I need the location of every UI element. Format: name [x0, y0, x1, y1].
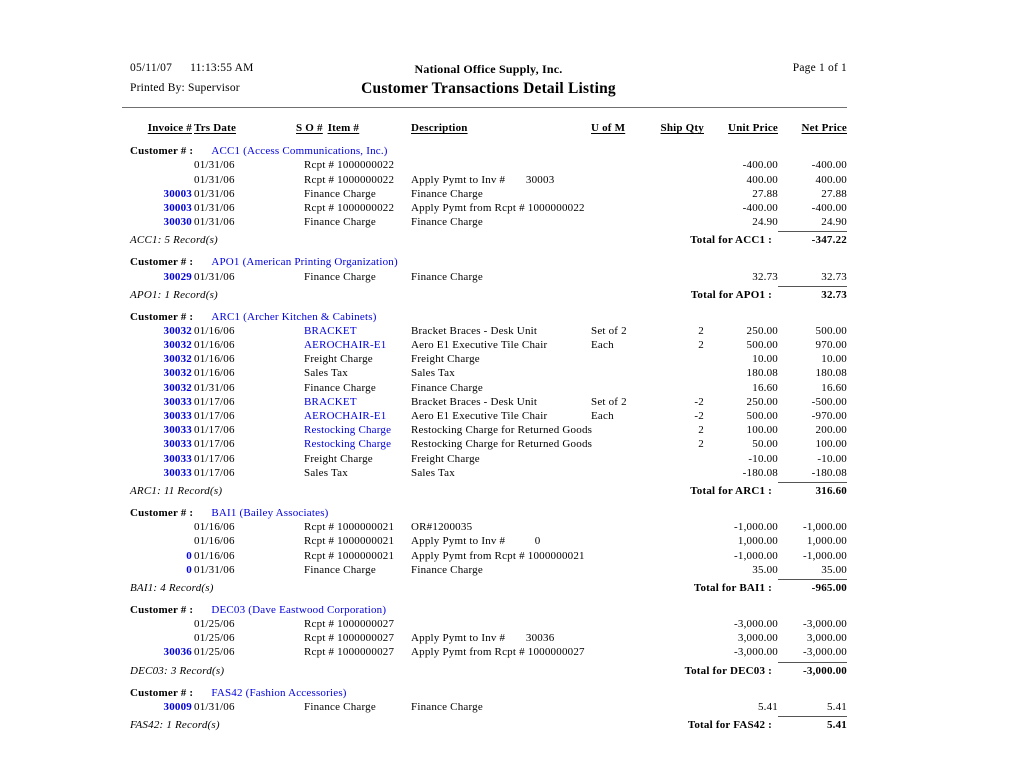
- transaction-rows: [130, 701, 847, 715]
- invoice-number-link[interactable]: 30032: [163, 367, 192, 380]
- col-netprice-header: Net Price: [801, 122, 847, 134]
- col-so-header: S O #: [296, 122, 323, 134]
- group-footer-row: [130, 286, 847, 302]
- transaction-row: [130, 367, 847, 381]
- so-item-cell: Rcpt # 1000000021: [304, 535, 395, 548]
- transaction-row: [130, 564, 847, 578]
- description-cell: Bracket Braces - Desk Unit: [411, 395, 538, 408]
- item-number-link[interactable]: Restocking Charge: [304, 438, 392, 451]
- trs-date-cell: 01/31/06: [194, 173, 235, 186]
- transaction-row: [130, 396, 847, 410]
- so-item-cell: Finance Charge: [304, 270, 376, 283]
- trs-date-cell: 01/17/06: [194, 410, 235, 422]
- net-price-cell: 16.60: [821, 381, 847, 394]
- description-cell: Aero E1 Executive Tile Chair: [411, 339, 548, 352]
- item-number-link[interactable]: BRACKET: [304, 395, 357, 408]
- customer-header-row: [130, 604, 847, 618]
- trs-date-cell: 01/31/06: [194, 187, 235, 200]
- transaction-rows: [130, 618, 847, 661]
- unit-price-cell: -3,000.00: [734, 646, 778, 659]
- trs-date-cell: 01/31/06: [194, 270, 235, 283]
- trs-date-cell: 01/31/06: [194, 563, 235, 576]
- customer-group: [130, 256, 847, 301]
- invoice-number-link[interactable]: 30033: [163, 438, 192, 451]
- description-cell: Aero E1 Executive Tile Chair: [411, 410, 548, 422]
- so-item-cell: Rcpt # 1000000022: [304, 201, 395, 214]
- unit-price-cell: -400.00: [742, 201, 778, 214]
- trs-date-cell: 01/17/06: [194, 466, 235, 479]
- invoice-number-link[interactable]: 30032: [163, 381, 192, 394]
- customer-group: [130, 507, 847, 595]
- customer-group: [130, 604, 847, 678]
- invoice-number-link[interactable]: 30033: [163, 424, 192, 437]
- trs-date-cell: 01/25/06: [194, 618, 235, 631]
- net-price-cell: -970.00: [811, 410, 847, 422]
- so-item-cell: Sales Tax: [304, 466, 348, 479]
- so-item-cell: Finance Charge: [304, 187, 376, 200]
- group-total-value: 316.60: [778, 482, 847, 497]
- transaction-row: [130, 701, 847, 715]
- report-date: 05/11/07: [130, 62, 173, 74]
- ship-qty-cell: -2: [694, 395, 704, 408]
- invoice-number-link[interactable]: 30030: [163, 216, 192, 229]
- transaction-row: [130, 467, 847, 481]
- group-footer-row: [130, 231, 847, 247]
- customer-header-row: [130, 145, 847, 159]
- invoice-number-link[interactable]: 30032: [163, 339, 192, 352]
- invoice-number-link[interactable]: 30033: [163, 395, 192, 408]
- so-item-cell: Finance Charge: [304, 563, 376, 576]
- customer-group: [130, 145, 847, 247]
- net-price-cell: 5.41: [826, 700, 847, 713]
- unit-price-cell: -10.00: [748, 452, 778, 465]
- item-number-link[interactable]: AEROCHAIR-E1: [304, 339, 387, 352]
- description-cell: Finance Charge: [411, 216, 483, 229]
- group-total-value: -347.22: [778, 231, 847, 246]
- description-cell: Finance Charge: [411, 187, 483, 200]
- unit-price-cell: 35.00: [752, 563, 778, 576]
- transaction-row: [130, 618, 847, 632]
- net-price-cell: -500.00: [811, 395, 847, 408]
- description-cell: Restocking Charge for Returned Goods: [411, 424, 593, 437]
- customer-number-label: Customer # :: [130, 256, 194, 269]
- transaction-row: [130, 535, 847, 549]
- uofm-cell: Set of 2: [591, 324, 627, 337]
- invoice-number-link[interactable]: 0: [186, 549, 192, 562]
- customer-header-row: [130, 256, 847, 270]
- transaction-row: [130, 174, 847, 188]
- unit-price-cell: 27.88: [752, 187, 778, 200]
- customer-header-row: [130, 687, 847, 701]
- description-cell: Freight Charge: [411, 452, 480, 465]
- unit-price-cell: 5.41: [757, 700, 778, 713]
- unit-price-cell: 500.00: [746, 410, 778, 422]
- invoice-number-link[interactable]: 30033: [163, 466, 192, 479]
- transaction-row: [130, 410, 847, 424]
- col-invoice-header: Invoice #: [147, 122, 192, 134]
- trs-date-cell: 01/17/06: [194, 452, 235, 465]
- trs-date-cell: 01/25/06: [194, 632, 235, 645]
- unit-price-cell: 24.90: [752, 216, 778, 229]
- transaction-rows: [130, 325, 847, 481]
- net-price-cell: 35.00: [821, 563, 847, 576]
- unit-price-cell: 180.08: [746, 367, 778, 380]
- trs-date-cell: 01/16/06: [194, 549, 235, 562]
- so-item-cell: Rcpt # 1000000021: [304, 521, 395, 534]
- report-body: [130, 145, 847, 732]
- transaction-row: [130, 159, 847, 173]
- net-price-cell: 180.08: [815, 367, 847, 380]
- net-price-cell: 27.88: [821, 187, 847, 200]
- group-total-label: Total for DEC03 :: [684, 664, 772, 677]
- uofm-cell: Set of 2: [591, 395, 627, 408]
- trs-date-cell: 01/31/06: [194, 159, 235, 172]
- col-unitprice-header: Unit Price: [728, 122, 778, 134]
- ship-qty-cell: 2: [698, 438, 704, 451]
- group-total-value: 32.73: [778, 286, 847, 301]
- group-footer-row: [130, 482, 847, 498]
- description-cell: Apply Pymt from Rcpt # 1000000027: [411, 646, 585, 659]
- report-page: [130, 62, 847, 732]
- item-number-link[interactable]: Restocking Charge: [304, 424, 392, 437]
- net-price-cell: 1,000.00: [806, 535, 847, 548]
- net-price-cell: 10.00: [821, 353, 847, 366]
- invoice-number-link[interactable]: 30029: [163, 270, 192, 283]
- record-count: FAS42: 1 Record(s): [130, 719, 220, 731]
- record-count: ARC1: 11 Record(s): [130, 484, 223, 497]
- transaction-row: [130, 550, 847, 564]
- record-count: BAI1: 4 Record(s): [130, 581, 214, 594]
- record-count: DEC03: 3 Record(s): [130, 664, 225, 677]
- transaction-row: [130, 424, 847, 438]
- trs-date-cell: 01/16/06: [194, 367, 235, 380]
- trs-date-cell: 01/31/06: [194, 381, 235, 394]
- transaction-row: [130, 521, 847, 535]
- transaction-rows: [130, 159, 847, 230]
- description-cell: Apply Pymt to Inv # 0: [411, 535, 541, 548]
- item-number-link[interactable]: BRACKET: [304, 324, 357, 337]
- ship-qty-cell: -2: [694, 410, 704, 422]
- printed-by: Printed By: Supervisor: [130, 82, 240, 94]
- group-total-label: Total for FAS42 :: [687, 719, 772, 731]
- customer-number-label: Customer # :: [130, 603, 194, 616]
- trs-date-cell: 01/16/06: [194, 324, 235, 337]
- customer-number-label: Customer # :: [130, 506, 194, 519]
- uofm-cell: Each: [591, 339, 614, 352]
- unit-price-cell: 100.00: [746, 424, 778, 437]
- unit-price-cell: -400.00: [742, 159, 778, 172]
- group-total-label: Total for ACC1 :: [690, 234, 772, 247]
- description-cell: Apply Pymt to Inv # 30003: [411, 173, 555, 186]
- unit-price-cell: 500.00: [746, 339, 778, 352]
- description-cell: Finance Charge: [411, 563, 483, 576]
- net-price-cell: 32.73: [821, 270, 847, 283]
- group-footer-row: [130, 662, 847, 678]
- net-price-cell: 400.00: [815, 173, 847, 186]
- net-price-cell: -10.00: [817, 452, 847, 465]
- transaction-row: [130, 325, 847, 339]
- description-cell: Bracket Braces - Desk Unit: [411, 324, 538, 337]
- customer-link[interactable]: APO1 (American Printing Organization): [211, 256, 398, 269]
- transaction-row: [130, 438, 847, 452]
- customer-link[interactable]: FAS42 (Fashion Accessories): [211, 686, 347, 699]
- group-total-value: -965.00: [778, 579, 847, 594]
- description-cell: Sales Tax: [411, 466, 455, 479]
- invoice-number-link[interactable]: 30032: [163, 353, 192, 366]
- net-price-cell: 24.90: [821, 216, 847, 229]
- report-header-line1: [130, 62, 847, 77]
- col-shipqty-header: Ship Qty: [660, 122, 704, 134]
- column-header-row: [130, 122, 847, 136]
- customer-link[interactable]: ACC1 (Access Communications, Inc.): [211, 145, 388, 158]
- so-item-cell: Finance Charge: [304, 381, 376, 394]
- description-cell: Finance Charge: [411, 381, 483, 394]
- description-cell: Apply Pymt from Rcpt # 1000000022: [411, 201, 585, 214]
- group-total-value: -3,000.00: [778, 662, 847, 677]
- unit-price-cell: -3,000.00: [734, 618, 778, 631]
- uofm-cell: Each: [591, 410, 614, 422]
- net-price-cell: 500.00: [815, 324, 847, 337]
- so-item-cell: Rcpt # 1000000027: [304, 632, 395, 645]
- transaction-row: [130, 646, 847, 660]
- so-item-cell: Rcpt # 1000000022: [304, 173, 395, 186]
- so-item-cell: Freight Charge: [304, 452, 373, 465]
- item-number-link[interactable]: AEROCHAIR-E1: [304, 410, 387, 422]
- company-name: National Office Supply, Inc.: [414, 62, 563, 76]
- unit-price-cell: 10.00: [752, 353, 778, 366]
- header-divider: [122, 107, 847, 108]
- trs-date-cell: 01/16/06: [194, 353, 235, 366]
- description-cell: Apply Pymt from Rcpt # 1000000021: [411, 549, 585, 562]
- customer-group: [130, 311, 847, 498]
- net-price-cell: -400.00: [811, 159, 847, 172]
- trs-date-cell: 01/16/06: [194, 521, 235, 534]
- net-price-cell: -180.08: [811, 466, 847, 479]
- trs-date-cell: 01/17/06: [194, 438, 235, 451]
- customer-number-label: Customer # :: [130, 686, 194, 699]
- report-time: 11:13:55 AM: [190, 62, 254, 74]
- col-uofm-header: U of M: [591, 122, 626, 134]
- customer-group: [130, 687, 847, 732]
- trs-date-cell: 01/16/06: [194, 535, 235, 548]
- transaction-row: [130, 202, 847, 216]
- unit-price-cell: -180.08: [742, 466, 778, 479]
- transaction-row: [130, 271, 847, 285]
- invoice-number-link[interactable]: 30009: [163, 700, 192, 713]
- customer-header-row: [130, 507, 847, 521]
- so-item-cell: Finance Charge: [304, 216, 376, 229]
- description-cell: Freight Charge: [411, 353, 480, 366]
- col-item-header: Item #: [327, 122, 360, 134]
- net-price-cell: -3,000.00: [803, 618, 847, 631]
- group-footer-row: [130, 579, 847, 595]
- net-price-cell: 970.00: [815, 339, 847, 352]
- net-price-cell: -400.00: [811, 201, 847, 214]
- col-trsdate-header: Trs Date: [194, 122, 237, 134]
- description-cell: OR#1200035: [411, 521, 473, 534]
- so-item-cell: Rcpt # 1000000022: [304, 159, 395, 172]
- ship-qty-cell: 2: [698, 324, 704, 337]
- customer-number-label: Customer # :: [130, 310, 194, 323]
- invoice-number-link[interactable]: 30033: [163, 452, 192, 465]
- transaction-row: [130, 632, 847, 646]
- invoice-number-link[interactable]: 30003: [163, 201, 192, 214]
- group-total-label: Total for ARC1 :: [690, 484, 772, 497]
- net-price-cell: 200.00: [815, 424, 847, 437]
- net-price-cell: -1,000.00: [803, 549, 847, 562]
- so-item-cell: Rcpt # 1000000021: [304, 549, 395, 562]
- customer-header-row: [130, 311, 847, 325]
- trs-date-cell: 01/31/06: [194, 216, 235, 229]
- net-price-cell: -3,000.00: [803, 646, 847, 659]
- unit-price-cell: 16.60: [752, 381, 778, 394]
- transaction-rows: [130, 271, 847, 285]
- description-cell: Restocking Charge for Returned Goods: [411, 438, 593, 451]
- col-so-item-header: [296, 122, 411, 134]
- record-count: APO1: 1 Record(s): [130, 288, 218, 301]
- so-item-cell: Rcpt # 1000000027: [304, 618, 395, 631]
- trs-date-cell: 01/25/06: [194, 646, 235, 659]
- unit-price-cell: 32.73: [752, 270, 778, 283]
- net-price-cell: -1,000.00: [803, 521, 847, 534]
- trs-date-cell: 01/17/06: [194, 424, 235, 437]
- record-count: ACC1: 5 Record(s): [130, 234, 218, 247]
- customer-link[interactable]: DEC03 (Dave Eastwood Corporation): [211, 603, 387, 616]
- col-description-header: Description: [411, 122, 468, 134]
- so-item-cell: Rcpt # 1000000027: [304, 646, 395, 659]
- unit-price-cell: 50.00: [752, 438, 778, 451]
- customer-link[interactable]: BAI1 (Bailey Associates): [211, 506, 329, 519]
- invoice-number-link[interactable]: 30003: [163, 187, 192, 200]
- invoice-number-link[interactable]: 30036: [163, 646, 192, 659]
- transaction-row: [130, 216, 847, 230]
- customer-link[interactable]: ARC1 (Archer Kitchen & Cabinets): [211, 310, 377, 323]
- unit-price-cell: 250.00: [746, 395, 778, 408]
- group-footer-row: [130, 716, 847, 732]
- description-cell: Finance Charge: [411, 700, 483, 713]
- unit-price-cell: -1,000.00: [734, 521, 778, 534]
- transaction-row: [130, 382, 847, 396]
- transaction-row: [130, 353, 847, 367]
- description-cell: Apply Pymt to Inv # 30036: [411, 632, 555, 645]
- ship-qty-cell: 2: [698, 424, 704, 437]
- transaction-rows: [130, 521, 847, 578]
- group-total-value: 5.41: [778, 716, 847, 731]
- invoice-number-link[interactable]: 0: [186, 563, 192, 576]
- invoice-number-link[interactable]: 30032: [163, 324, 192, 337]
- ship-qty-cell: 2: [698, 339, 704, 352]
- transaction-row: [130, 188, 847, 202]
- invoice-number-link[interactable]: 30033: [163, 410, 192, 422]
- trs-date-cell: 01/16/06: [194, 339, 235, 352]
- unit-price-cell: -1,000.00: [734, 549, 778, 562]
- unit-price-cell: 1,000.00: [737, 535, 778, 548]
- net-price-cell: 3,000.00: [806, 632, 847, 645]
- group-total-label: Total for APO1 :: [690, 288, 772, 301]
- trs-date-cell: 01/31/06: [194, 201, 235, 214]
- transaction-row: [130, 453, 847, 467]
- net-price-cell: 100.00: [815, 438, 847, 451]
- transaction-row: [130, 339, 847, 353]
- description-cell: Sales Tax: [411, 367, 455, 380]
- customer-number-label: Customer # :: [130, 145, 194, 158]
- report-title: Customer Transactions Detail Listing: [361, 80, 616, 97]
- so-item-cell: Freight Charge: [304, 353, 373, 366]
- so-item-cell: Sales Tax: [304, 367, 348, 380]
- description-cell: Finance Charge: [411, 270, 483, 283]
- unit-price-cell: 400.00: [746, 173, 778, 186]
- unit-price-cell: 250.00: [746, 324, 778, 337]
- trs-date-cell: 01/31/06: [194, 700, 235, 713]
- group-total-label: Total for BAI1 :: [693, 581, 772, 594]
- report-header-line2: [130, 80, 847, 100]
- page-indicator: Page 1 of 1: [792, 62, 847, 74]
- so-item-cell: Finance Charge: [304, 700, 376, 713]
- trs-date-cell: 01/17/06: [194, 395, 235, 408]
- unit-price-cell: 3,000.00: [737, 632, 778, 645]
